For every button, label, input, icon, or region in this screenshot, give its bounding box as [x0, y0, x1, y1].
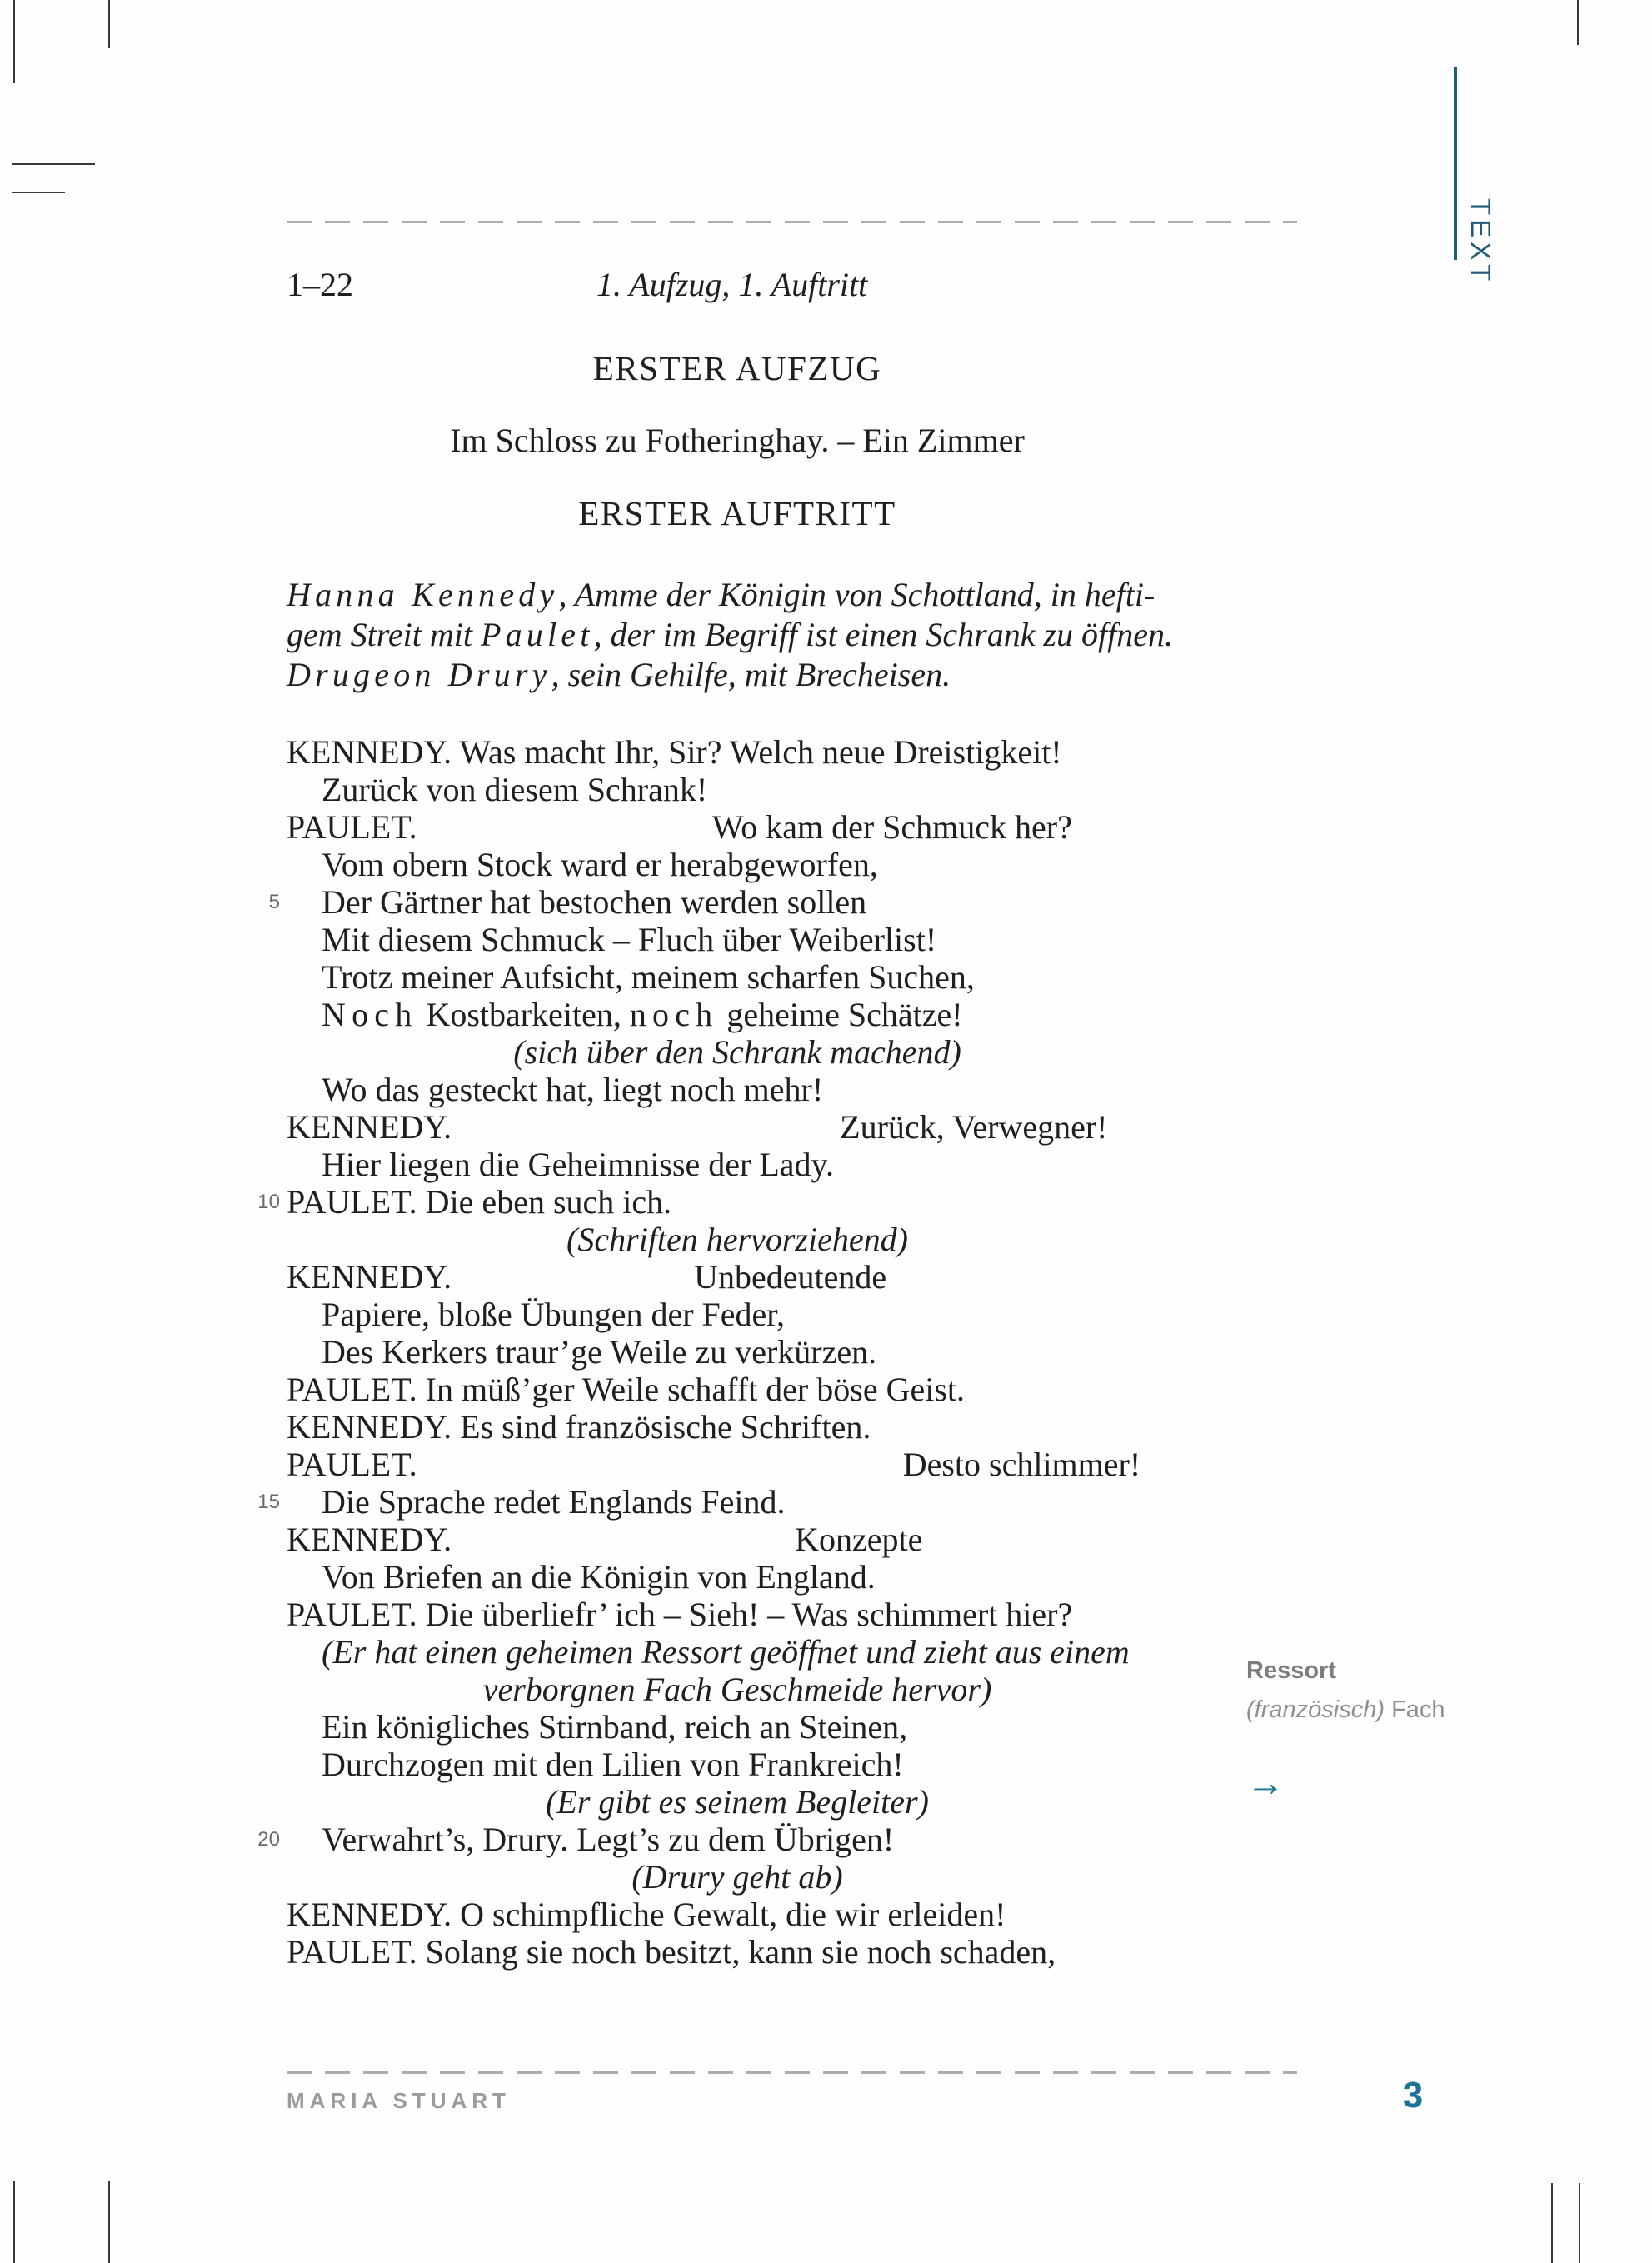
script-line — [287, 921, 1188, 958]
line-text: Drugeon Drury — [287, 656, 551, 693]
line-text: Trotz meiner Aufsicht, meinem scharfen Suchen, — [322, 958, 975, 996]
line-text: (Schriften hervorziehend) — [566, 1221, 908, 1258]
script-line — [287, 1333, 1188, 1371]
script-line — [287, 1896, 1188, 1933]
line-text: KENNEDY. — [287, 1521, 452, 1558]
line-text: PAULET. — [287, 1446, 417, 1483]
side-tab-rule — [1454, 67, 1457, 260]
crop-mark — [13, 2181, 15, 2263]
script-line — [287, 1221, 1188, 1258]
line-text: PAULET. Die eben such ich. — [287, 1183, 672, 1221]
line-text: , der im Begriff ist einen Schrank zu öffnen. — [593, 616, 1174, 653]
line-text: (Drury geht ab) — [631, 1858, 843, 1896]
margin-note-term: Ressort — [1246, 1657, 1336, 1684]
script-line — [287, 1633, 1188, 1671]
line-text: Des Kerkers traur’ge Weile zu verkürzen. — [322, 1333, 877, 1371]
script-line — [287, 1108, 1188, 1146]
line-text: Paulet — [480, 616, 594, 653]
script-line — [287, 1146, 1188, 1183]
crop-mark — [1551, 2183, 1553, 2263]
act-title: ERSTER AUFZUG — [592, 349, 882, 387]
margin-note — [1246, 1651, 1530, 1730]
crop-mark — [12, 163, 95, 165]
script-line — [257, 1183, 1188, 1221]
top-rule — [287, 221, 1297, 223]
script-line — [287, 1408, 1188, 1446]
margin-note-translation: Fach — [1391, 1696, 1445, 1723]
line-text: (Er gibt es seinem Begleiter) — [546, 1783, 929, 1821]
line-text: Wo das gesteckt hat, liegt noch mehr! — [322, 1071, 824, 1108]
line-number: 15 — [257, 1491, 280, 1513]
script-line — [287, 1933, 1188, 1971]
verse-range: 1–22 — [287, 266, 353, 303]
line-text: PAULET. Die überliefr’ ich – Sieh! – Was schimmert hier? — [287, 1596, 1073, 1633]
line-text: Konzepte — [795, 1521, 923, 1558]
line-text: Desto schlimmer! — [902, 1446, 1141, 1483]
line-text: Wo kam der Schmuck her? — [711, 808, 1072, 846]
line-text: geheime Schätze! — [718, 996, 963, 1033]
crop-mark — [1577, 0, 1579, 45]
script-line — [287, 1371, 1188, 1408]
script-line — [287, 1033, 1188, 1071]
line-text: KENNEDY. Was macht Ihr, Sir? Welch neue Dreistigkeit! — [287, 733, 1062, 771]
script-line — [268, 883, 1188, 921]
script-line — [287, 846, 1188, 883]
line-text: Verwahrt’s, Drury. Legt’s zu dem Übrigen! — [322, 1821, 895, 1858]
line-text: PAULET. In müß’ger Weile schafft der böse Geist. — [287, 1371, 966, 1408]
line-text: (sich über den Schrank machend) — [513, 1033, 961, 1071]
line-text: Der Gärtner hat bestochen werden sollen — [322, 883, 867, 921]
line-text: Die Sprache redet Englands Feind. — [322, 1483, 786, 1521]
line-number: 5 — [268, 891, 280, 913]
script-line — [287, 1858, 1188, 1896]
running-head: 1. Aufzug, 1. Auftritt — [596, 266, 868, 303]
script-line — [287, 1783, 1188, 1821]
scene-title: ERSTER AUFTRITT — [578, 494, 896, 532]
line-text: KENNEDY. O schimpfliche Gewalt, die wir erleiden! — [287, 1896, 1006, 1933]
crop-mark — [1579, 2183, 1580, 2263]
line-text: KENNEDY. Es sind französische Schriften. — [287, 1408, 871, 1446]
line-text: Ein königliches Stirnband, reich an Steinen, — [322, 1708, 908, 1746]
opening-stage-direction — [287, 575, 1220, 695]
stage-direction-line — [287, 615, 1220, 655]
page-header — [287, 265, 1188, 308]
script-line — [257, 1821, 1188, 1858]
line-text: verborgnen Fach Geschmeide hervor) — [482, 1671, 992, 1708]
script-line — [287, 1521, 1188, 1558]
line-number: 20 — [257, 1828, 280, 1851]
script-line — [287, 1258, 1188, 1296]
line-text: Mit diesem Schmuck – Fluch über Weiberlist! — [322, 921, 937, 958]
line-text: KENNEDY. — [287, 1108, 452, 1146]
stage-direction-line — [287, 655, 1220, 695]
script-line — [287, 1671, 1188, 1708]
margin-note-gloss — [1246, 1691, 1530, 1730]
crop-mark — [108, 0, 110, 48]
script-line — [287, 771, 1188, 808]
script-line — [287, 996, 1188, 1033]
crop-mark — [12, 192, 65, 193]
script-line — [287, 1708, 1188, 1746]
page-number: 3 — [1402, 2075, 1424, 2116]
bottom-rule — [287, 2071, 1297, 2074]
script-line — [287, 1596, 1188, 1633]
script-line — [287, 808, 1188, 846]
line-text: Von Briefen an die Königin von England. — [322, 1558, 876, 1596]
line-text: Hanna Kennedy — [287, 576, 559, 613]
crop-mark — [108, 2181, 110, 2263]
line-number: 10 — [257, 1191, 280, 1213]
crop-mark — [13, 0, 15, 83]
script-line — [287, 1296, 1188, 1333]
line-text: , sein Gehilfe, mit Brecheisen. — [551, 656, 951, 693]
script-line — [287, 1746, 1188, 1783]
line-text: Noch — [322, 996, 418, 1033]
footer-book-title: MARIA STUART — [287, 2088, 511, 2113]
line-text: Vom obern Stock ward er herabgeworfen, — [322, 846, 878, 883]
line-text: Zurück, Verwegner! — [840, 1108, 1108, 1146]
side-tab-label: TEXT — [1465, 198, 1496, 286]
script-line — [287, 1446, 1188, 1483]
line-text: noch — [629, 996, 719, 1033]
script-line — [257, 1483, 1188, 1521]
script-line — [287, 958, 1188, 996]
scene-setting: Im Schloss zu Fotheringhay. – Ein Zimmer — [450, 422, 1025, 459]
line-text: PAULET. — [287, 808, 417, 846]
line-text: Kostbarkeiten, — [417, 996, 630, 1033]
line-text: , Amme der Königin von Schottland, in hefti- — [558, 576, 1155, 613]
line-text: gem Streit mit — [287, 616, 481, 653]
line-text: Durchzogen mit den Lilien von Frankreich! — [322, 1746, 904, 1783]
margin-arrow-icon: → — [1246, 1761, 1285, 1804]
line-text: Unbedeutende — [694, 1258, 887, 1296]
line-text: KENNEDY. — [287, 1258, 452, 1296]
script-line — [287, 1071, 1188, 1108]
line-text: PAULET. Solang sie noch besitzt, kann sie noch schaden, — [287, 1933, 1056, 1971]
line-text: Papiere, bloße Übungen der Feder, — [322, 1296, 785, 1333]
script-line — [287, 1558, 1188, 1596]
script-line — [287, 733, 1188, 771]
line-text: Hier liegen die Geheimnisse der Lady. — [322, 1146, 834, 1183]
line-text: Zurück von diesem Schrank! — [322, 771, 708, 808]
line-text: (Er hat einen geheimen Ressort geöffnet und zieht aus einem — [322, 1633, 1130, 1671]
margin-note-lang: (französisch) — [1246, 1696, 1385, 1723]
stage-direction-line — [287, 575, 1220, 615]
dialogue-block — [257, 733, 1188, 1971]
